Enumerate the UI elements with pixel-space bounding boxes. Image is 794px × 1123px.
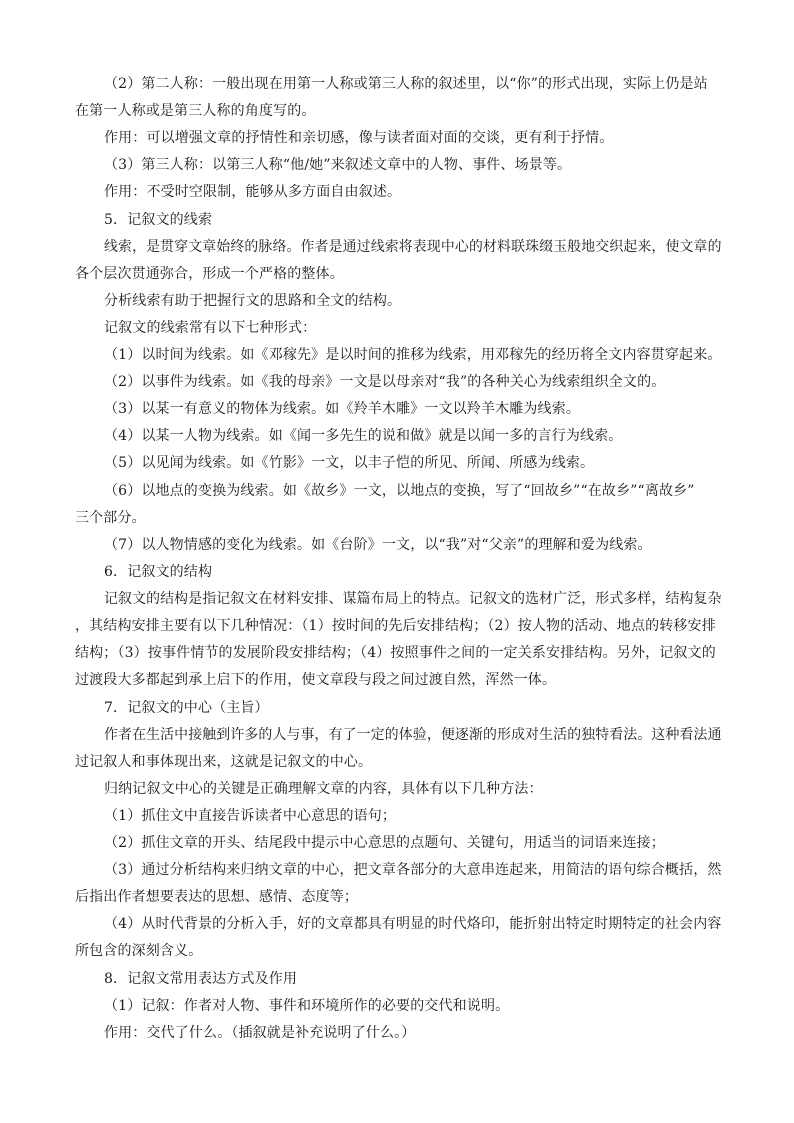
paragraph-line: 归纳记叙文中心的关键是正确理解文章的内容，具体有以下几种方法： [104,781,543,797]
paragraph-line: 各个层次贯通弥合，形成一个严格的整体。 [75,266,344,282]
paragraph-line: 作用：不受时空限制，能够从多方面自由叙述。 [104,184,402,200]
paragraph-line: （1）记叙：作者对人物、事件和环境所作的必要的交代和说明。 [104,998,510,1014]
paragraph-line: 分析线索有助于把握行文的思路和全文的结构。 [104,293,402,309]
list-item: （1）抓住文中直接告诉读者中心意思的语句； [104,808,397,824]
paragraph-line: 在第一人称或是第三人称的角度写的。 [75,103,316,119]
list-item: （3）通过分析结构来归纳文章的中心，把文章各部分的大意串连起来，用简洁的语句综合概括，然 [104,862,722,878]
section-heading: 8．记叙文常用表达方式及作用 [104,971,298,987]
paragraph-line: （2）第二人称：一般出现在用第一人称或第三人称的叙述里，以“你”的形式出现，实际上仍是站 [104,76,708,92]
paragraph-line: 记叙文的线索常有以下七种形式： [104,320,317,336]
list-item: （2）抓住文章的开头、结尾段中提示中心意思的点题句、关键句，用适当的词语来连接； [104,835,665,851]
paragraph-line: 记叙文的结构是指记叙文在材料安排、谋篇布局上的特点。记叙文的选材广泛，形式多样，结构复杂 [104,591,722,607]
paragraph-line: 结构；（3）按事件情节的发展阶段安排结构；（4）按照事件之间的一定关系安排结构。另外，记叙文的 [75,645,716,661]
paragraph-line: 过渡段大多都起到承上启下的作用，使文章段与段之间过渡自然，浑然一体。 [75,672,557,688]
list-item: （6）以地点的变换为线索。如《故乡》一文，以地点的变换，写了“回故乡”“在故乡”“离故乡” [104,483,695,499]
list-item: （4）从时代背景的分析入手，好的文章都具有明显的时代烙印，能折射出特定时期特定的社会内容 [104,916,722,932]
list-item: （1）以时间为线索。如《邓稼先》是以时间的推移为线索，用邓稼先的经历将全文内容贯穿起来。 [104,347,722,363]
paragraph-line: 线索，是贯穿文章始终的脉络。作者是通过线索将表现中心的材料联珠缀玉般地交织起来，使文章的 [104,239,722,255]
list-item: （7）以人物情感的变化为线索。如《台阶》一文，以“我”对“父亲”的理解和爱为线索。 [104,537,652,553]
paragraph-line: 作用：可以增强文章的抒情性和亲切感，像与读者面对面的交谈，更有利于抒情。 [104,130,614,146]
paragraph-line: 作用：交代了什么。（插叙就是补充说明了什么。） [104,1025,416,1041]
section-heading: 6．记叙文的结构 [104,564,213,580]
list-item: 所包含的深刻含义。 [75,943,203,959]
section-heading: 7．记叙文的中心（主旨） [104,700,269,716]
paragraph-line: （3）第三人称：以第三人称“他/她”来叙述文章中的人物、事件、场景等。 [104,157,572,173]
list-item: （3）以某一有意义的物体为线索。如《羚羊木雕》一文以羚羊木雕为线索。 [104,401,581,417]
paragraph-line: 过记叙人和事体现出来，这就是记叙文的中心。 [75,754,373,770]
paragraph-line: ，其结构安排主要有以下几种情况：（1）按时间的先后安排结构；（2）按人物的活动、地点的转移安排 [75,618,716,634]
list-item: 三个部分。 [75,510,146,526]
list-item: （2）以事件为线索。如《我的母亲》一文是以母亲对“我”的各种关心为线索组织全文的。 [104,374,666,390]
list-item: （5）以见闻为线索。如《竹影》一文，以丰子恺的所见、所闻、所感为线索。 [104,455,595,471]
section-heading: 5．记叙文的线索 [104,212,213,228]
paragraph-line: 作者在生活中接触到许多的人与事，有了一定的体验，便逐渐的形成对生活的独特看法。这种看法通 [104,727,722,743]
list-item: 后指出作者想要表达的思想、感情、态度等； [75,889,358,905]
list-item: （4）以某一人物为线索。如《闻一多先生的说和做》就是以闻一多的言行为线索。 [104,428,623,444]
